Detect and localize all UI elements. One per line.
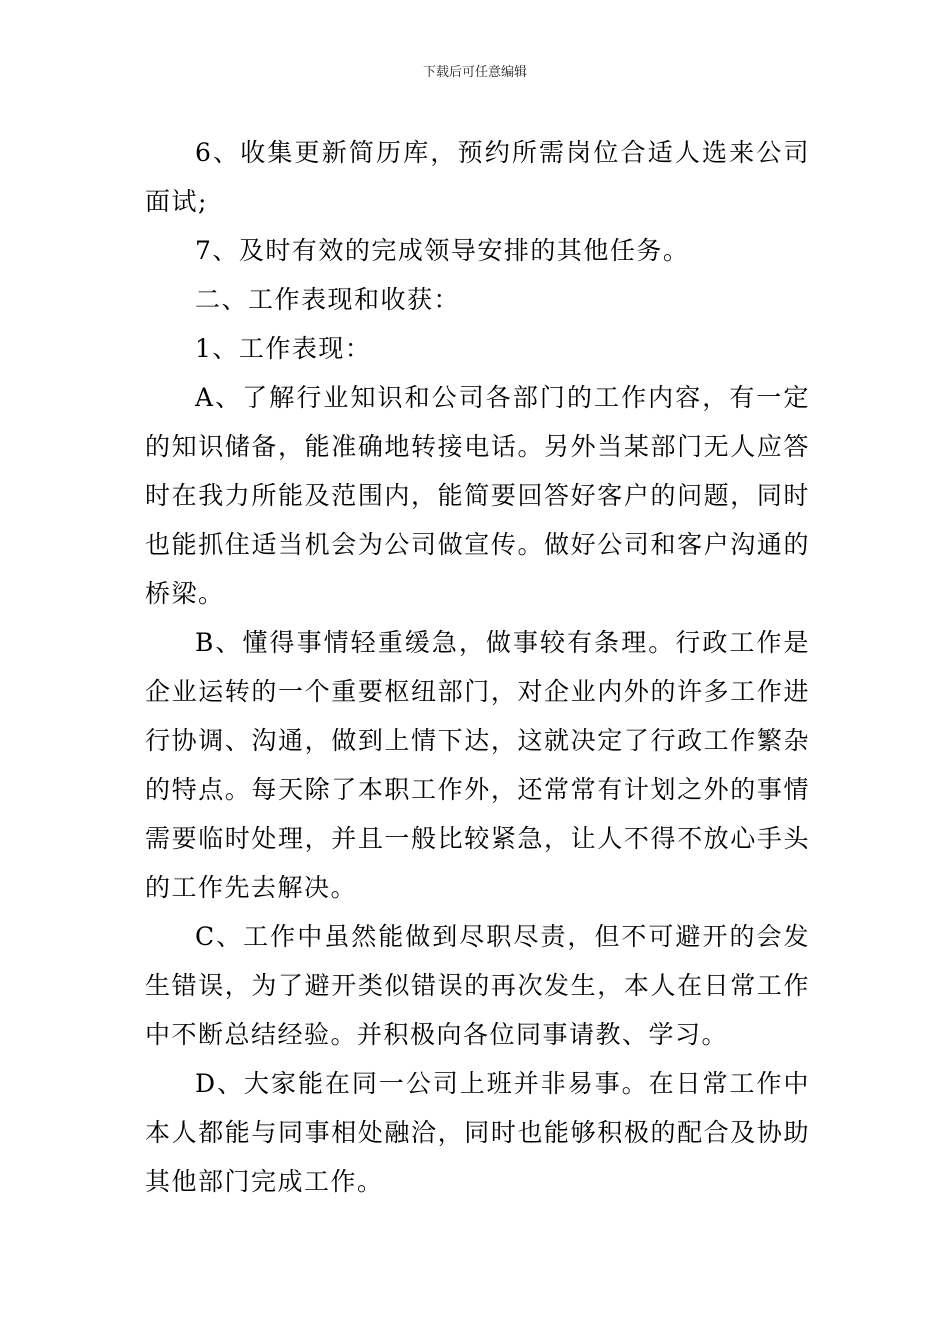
document-body	[145, 128, 810, 1206]
paragraph-item-6: 6、收集更新简历库，预约所需岗位合适人选来公司面试;	[145, 138, 810, 216]
page-header: 下载后可任意编辑	[422, 65, 527, 80]
section-heading-performance: 二、工作表现和收获：	[195, 285, 461, 314]
paragraph-point-d: D、大家能在同一公司上班并非易事。在日常工作中本人都能与同事相处融洽，同时也能够积极的配合及协助其他部门完成工作。	[145, 1069, 810, 1196]
paragraph-item-7: 7、及时有效的完成领导安排的其他任务。	[195, 236, 690, 265]
subsection-heading-performance: 1、工作表现：	[195, 334, 372, 363]
paragraph-point-b: B、懂得事情轻重缓急，做事较有条理。行政工作是企业运转的一个重要枢纽部门，对企业内外的许多工作进行协调、沟通，做到上情下达，这就决定了行政工作繁杂的特点。每天除了本职工作外，还常常有计划之外的事情需要临时处理，并且一般比较紧急，让人不得不放心手头的工作先去解决。	[145, 628, 810, 902]
paragraph-point-a: A、了解行业知识和公司各部门的工作内容，有一定的知识储备，能准确地转接电话。另外当某部门无人应答时在我力所能及范围内，能简要回答好客户的问题，同时也能抓住适当机会为公司做宣传。做好公司和客户沟通的桥梁。	[145, 383, 810, 608]
paragraph-point-c: C、工作中虽然能做到尽职尽责，但不可避开的会发生错误，为了避开类似错误的再次发生，本人在日常工作中不断总结经验。并积极向各位同事请教、学习。	[145, 922, 810, 1049]
